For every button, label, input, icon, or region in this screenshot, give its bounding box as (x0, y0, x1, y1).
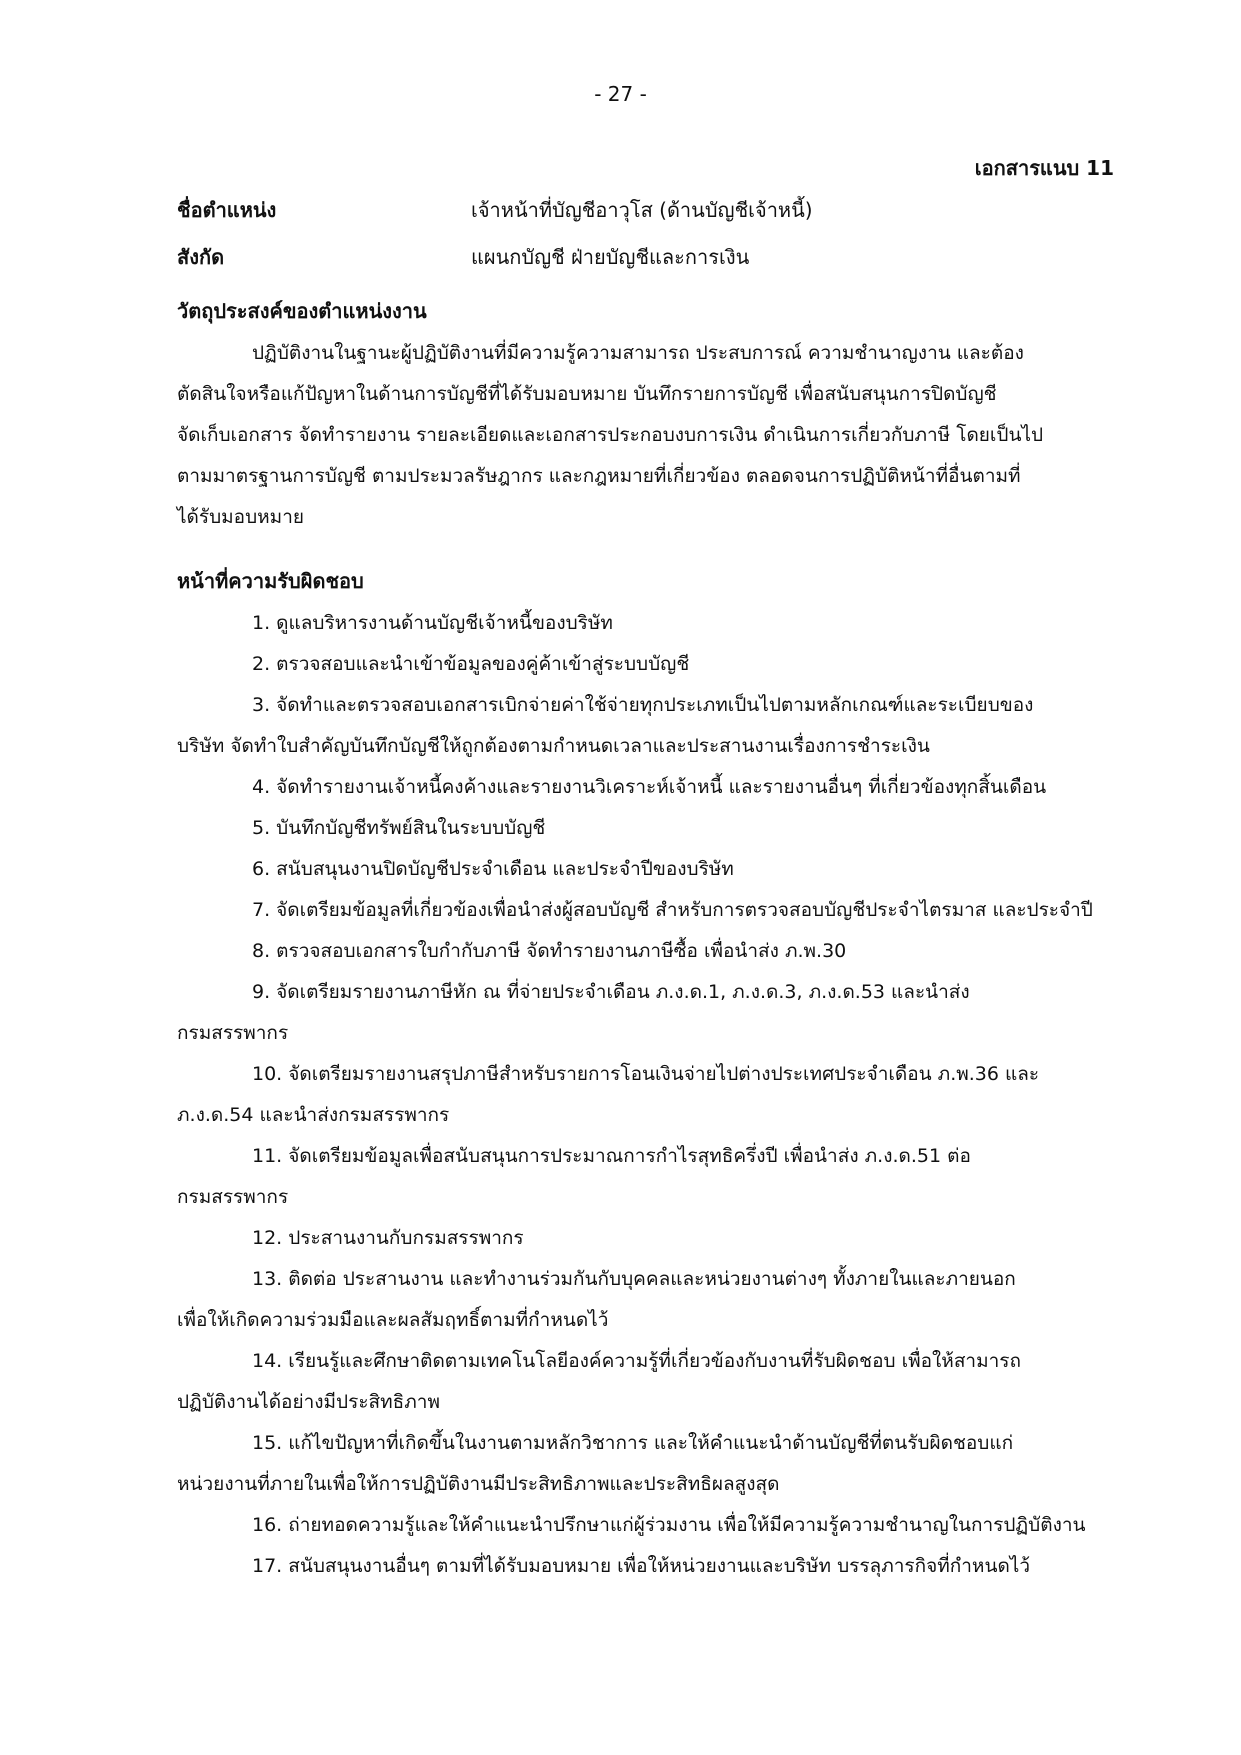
duty-line: 14. เรียนรู้และศึกษาติดตามเทคโนโลยีองค์ความรู้ที่เกี่ยวข้องกับงานที่รับผิดชอบ เพื่อให้สามารถ (252, 1350, 1021, 1372)
duty-line: 6. สนับสนุนงานปิดบัญชีประจำเดือน และประจำปีของบริษัท (252, 858, 734, 880)
duty-item (177, 972, 1114, 1054)
objective-paragraph (177, 333, 1114, 538)
duty-line: กรมสรรพากร (177, 1186, 289, 1208)
duty-line: 10. จัดเตรียมรายงานสรุปภาษีสำหรับรายการโอนเงินจ่ายไปต่างประเทศประจำเดือน ภ.พ.36 และ (252, 1063, 1040, 1085)
duty-line: กรมสรรพากร (177, 1022, 289, 1044)
paragraph-line: ปฏิบัติงานในฐานะผู้ปฏิบัติงานที่มีความรู้ความสามารถ ประสบการณ์ ความชำนาญงาน และต้อง (252, 342, 1024, 364)
duty-line: 1. ดูแลบริหารงานด้านบัญชีเจ้าหนี้ของบริษัท (252, 612, 613, 634)
affiliation-row (177, 243, 749, 271)
duty-item (177, 1423, 1114, 1505)
duty-line: บริษัท จัดทำใบสำคัญบันทึกบัญชีให้ถูกต้องตามกำหนดเวลาและประสานงานเรื่องการชำระเงิน (177, 735, 930, 757)
duty-line: ภ.ง.ด.54 และนำส่งกรมสรรพากร (177, 1104, 450, 1126)
duty-line: 7. จัดเตรียมข้อมูลที่เกี่ยวข้องเพื่อนำส่งผู้สอบบัญชี สำหรับการตรวจสอบบัญชีประจำไตรมาส และประจำปี (252, 899, 1093, 921)
duty-line: 3. จัดทำและตรวจสอบเอกสารเบิกจ่ายค่าใช้จ่ายทุกประเภทเป็นไปตามหลักเกณฑ์และระเบียบของ (252, 694, 1034, 716)
duty-item (177, 644, 1114, 685)
duty-item (177, 603, 1114, 644)
duty-line: 2. ตรวจสอบและนำเข้าข้อมูลของคู่ค้าเข้าสู่ระบบบัญชี (252, 653, 690, 675)
paragraph-line: ตามมาตรฐานการบัญชี ตามประมวลรัษฎากร และกฎหมายที่เกี่ยวข้อง ตลอดจนการปฏิบัติหน้าที่อื่นตามที่ (177, 465, 1021, 487)
duties-list (177, 603, 1114, 1587)
duty-line: 12. ประสานงานกับกรมสรรพากร (252, 1227, 524, 1249)
affiliation-value: แผนกบัญชี ฝ่ายบัญชีและการเงิน (471, 245, 750, 269)
duty-line: 9. จัดเตรียมรายงานภาษีหัก ณ ที่จ่ายประจำเดือน ภ.ง.ด.1, ภ.ง.ด.3, ภ.ง.ด.53 และนำส่ง (252, 981, 970, 1003)
duty-line: 17. สนับสนุนงานอื่นๆ ตามที่ได้รับมอบหมาย เพื่อให้หน่วยงานและบริษัท บรรลุภารกิจที่กำหนดไว้ (252, 1555, 1031, 1577)
position-row (177, 196, 813, 224)
duties-heading: หน้าที่ความรับผิดชอบ (177, 569, 364, 593)
paragraph-line: ตัดสินใจหรือแก้ปัญหาในด้านการบัญชีที่ได้รับมอบหมาย บันทึกรายการบัญชี เพื่อสนับสนุนการปิดบัญชี (177, 383, 997, 405)
duty-line: 15. แก้ไขปัญหาที่เกิดขึ้นในงานตามหลักวิชาการ และให้คำแนะนำด้านบัญชีที่ตนรับผิดชอบแก่ (252, 1432, 1014, 1454)
duty-line: ปฏิบัติงานได้อย่างมีประสิทธิภาพ (177, 1391, 440, 1413)
duty-item (177, 1218, 1114, 1259)
affiliation-label: สังกัด (177, 245, 225, 269)
position-value: เจ้าหน้าที่บัญชีอาวุโส (ด้านบัญชีเจ้าหนี้) (471, 198, 813, 222)
duty-item (177, 685, 1114, 767)
duty-item (177, 1341, 1114, 1423)
duty-line: 13. ติดต่อ ประสานงาน และทำงานร่วมกันกับบุคคลและหน่วยงานต่างๆ ทั้งภายในและภายนอก (252, 1268, 1016, 1290)
paragraph-line: ได้รับมอบหมาย (177, 506, 305, 528)
duty-item (177, 1259, 1114, 1341)
duty-line: เพื่อให้เกิดความร่วมมือและผลสัมฤทธิ์ตามที่กำหนดไว้ (177, 1309, 609, 1331)
duty-item (177, 849, 1114, 890)
duty-item (177, 931, 1114, 972)
position-label: ชื่อตำแหน่ง (177, 198, 277, 222)
duty-item (177, 1054, 1114, 1136)
duty-line: 8. ตรวจสอบเอกสารใบกำกับภาษี จัดทำรายงานภาษีซื้อ เพื่อนำส่ง ภ.พ.30 (252, 940, 847, 962)
duty-item (177, 1136, 1114, 1218)
paragraph-line: จัดเก็บเอกสาร จัดทำรายงาน รายละเอียดและเอกสารประกอบงบการเงิน ดำเนินการเกี่ยวกับภาษี โดยเป็นไป (177, 424, 1044, 446)
duty-line: 5. บันทึกบัญชีทรัพย์สินในระบบบัญชี (252, 817, 546, 839)
page-number: - 27 - (594, 82, 647, 106)
duty-item (177, 890, 1114, 931)
duty-item (177, 808, 1114, 849)
attachment-label: เอกสารแนบ 11 (974, 156, 1114, 180)
objective-heading: วัตถุประสงค์ของตำแหน่งงาน (177, 299, 427, 323)
duty-item (177, 1505, 1114, 1546)
duty-item (177, 1546, 1114, 1587)
duty-line: หน่วยงานที่ภายในเพื่อให้การปฏิบัติงานมีประสิทธิภาพและประสิทธิผลสูงสุด (177, 1473, 780, 1495)
duty-line: 4. จัดทำรายงานเจ้าหนี้คงค้างและรายงานวิเคราะห์เจ้าหนี้ และรายงานอื่นๆ ที่เกี่ยวข้องทุกสิ้นเดือน (252, 776, 1047, 798)
duty-line: 16. ถ่ายทอดความรู้และให้คำแนะนำปรึกษาแก่ผู้ร่วมงาน เพื่อให้มีความรู้ความชำนาญในการปฏิบัติงาน (252, 1514, 1086, 1536)
duty-item (177, 767, 1114, 808)
duty-line: 11. จัดเตรียมข้อมูลเพื่อสนับสนุนการประมาณการกำไรสุทธิครึ่งปี เพื่อนำส่ง ภ.ง.ด.51 ต่อ (252, 1145, 971, 1167)
